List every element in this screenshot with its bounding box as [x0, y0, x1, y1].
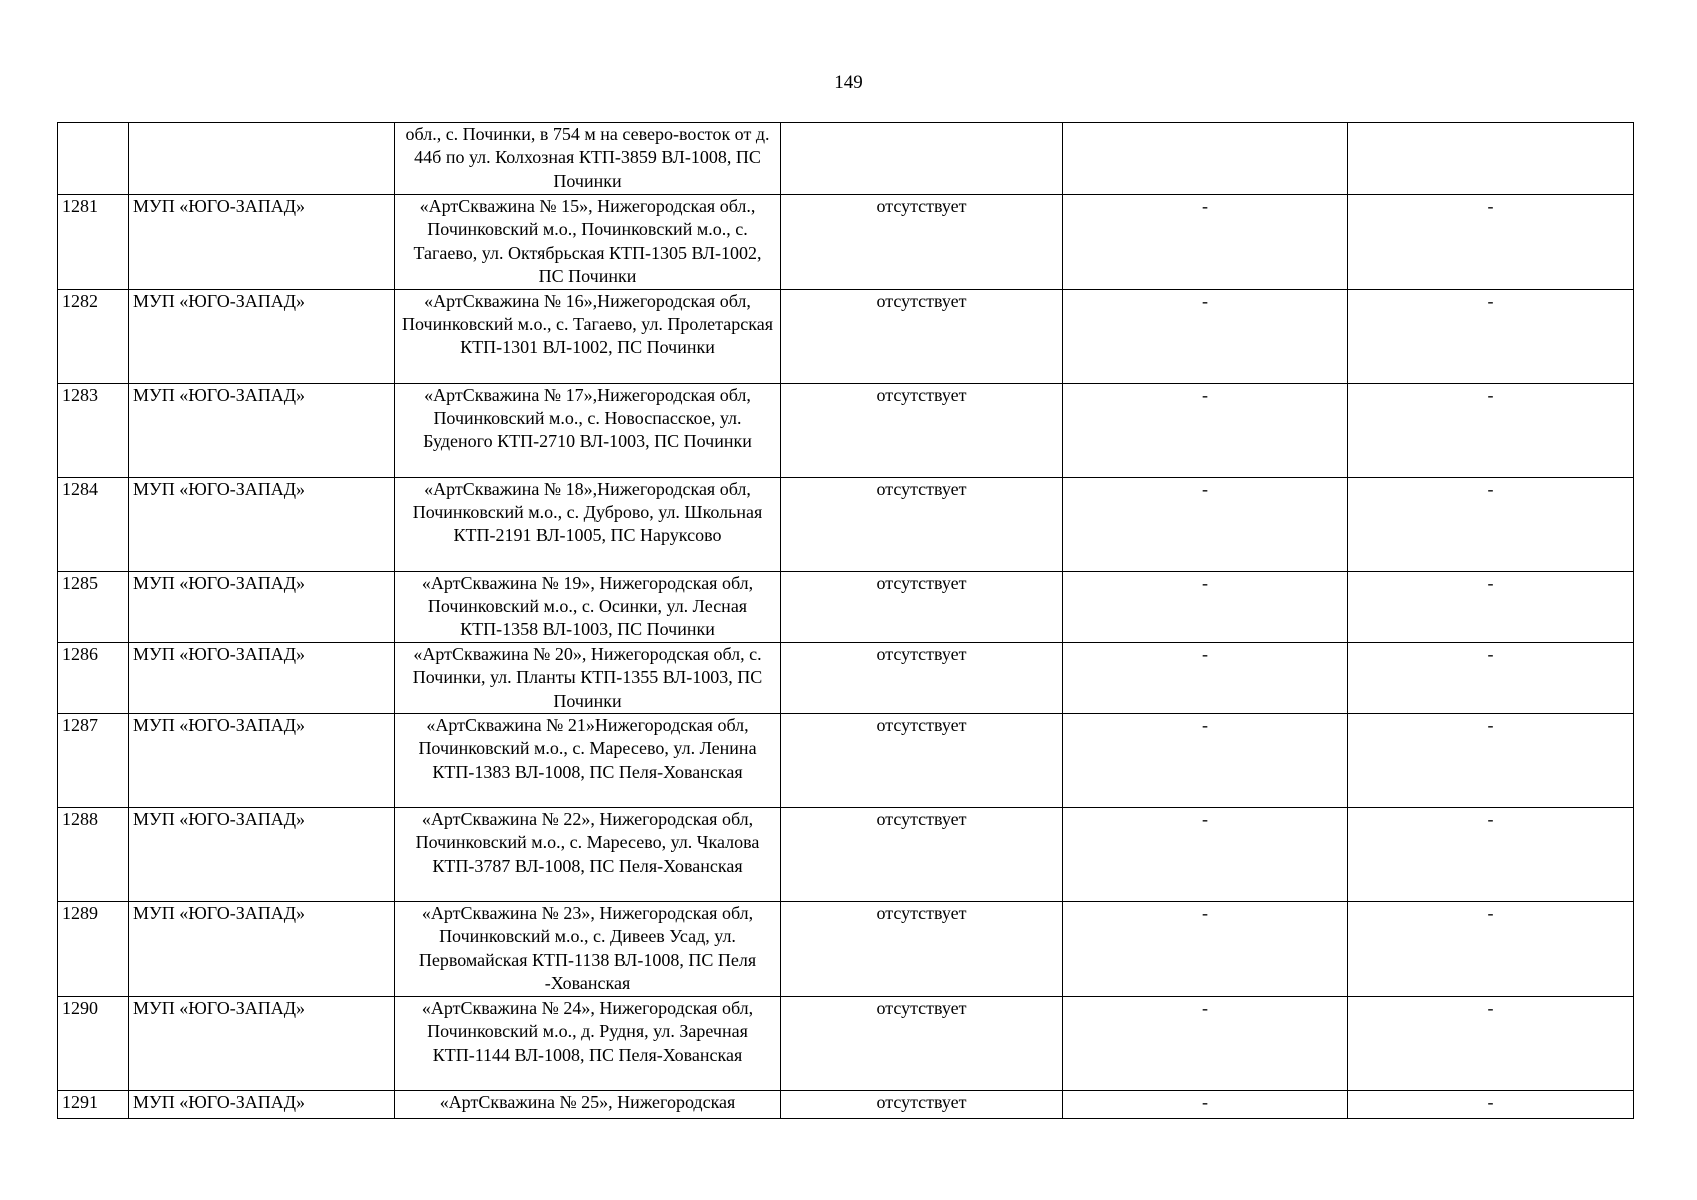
column-6-cell: -	[1348, 195, 1634, 290]
table-row	[58, 477, 1634, 571]
column-5-cell: -	[1063, 477, 1348, 571]
column-6-cell: -	[1348, 477, 1634, 571]
row-number-cell: 1285	[58, 571, 129, 642]
table-row	[58, 1090, 1634, 1118]
organization-cell: МУП «ЮГО-ЗАПАД»	[129, 477, 395, 571]
column-5-cell: -	[1063, 1090, 1348, 1118]
page-number: 149	[834, 72, 863, 93]
address-cell: «АртСкважина № 23», Нижегородская обл, Починковский м.о., с. Дивеев Усад, ул. Первомайская КТП-1138 ВЛ-1008, ПС Пеля -Хованская	[395, 902, 781, 997]
address-cell: «АртСкважина № 17»,Нижегородская обл, Починковский м.о., с. Новоспасское, ул. Буденого КТП-2710 ВЛ-1003, ПС Починки	[395, 383, 781, 477]
column-5-cell: -	[1063, 289, 1348, 383]
address-cell: «АртСкважина № 24», Нижегородская обл, Починковский м.о., д. Рудня, ул. Заречная КТП-1144 ВЛ-1008, ПС Пеля-Хованская	[395, 996, 781, 1090]
table-row	[58, 642, 1634, 713]
status-cell: отсутствует	[781, 714, 1063, 808]
column-6-cell: -	[1348, 714, 1634, 808]
status-cell: отсутствует	[781, 289, 1063, 383]
column-5-cell: -	[1063, 195, 1348, 290]
row-number-cell: 1286	[58, 642, 129, 713]
address-cell: «АртСкважина № 21»Нижегородская обл, Починковский м.о., с. Маресево, ул. Ленина КТП-1383 ВЛ-1008, ПС Пеля-Хованская	[395, 714, 781, 808]
row-number-cell: 1290	[58, 996, 129, 1090]
organization-cell: МУП «ЮГО-ЗАПАД»	[129, 289, 395, 383]
row-number-cell	[58, 123, 129, 195]
table-row	[58, 714, 1634, 808]
table-row-continuation	[58, 123, 1634, 195]
organization-cell: МУП «ЮГО-ЗАПАД»	[129, 383, 395, 477]
address-cell: «АртСкважина № 18»,Нижегородская обл, Починковский м.о., с. Дуброво, ул. Школьная КТП-2191 ВЛ-1005, ПС Наруксово	[395, 477, 781, 571]
row-number-cell: 1283	[58, 383, 129, 477]
status-cell: отсутствует	[781, 383, 1063, 477]
row-number-cell: 1287	[58, 714, 129, 808]
organization-cell: МУП «ЮГО-ЗАПАД»	[129, 714, 395, 808]
table-row	[58, 195, 1634, 290]
column-5-cell: -	[1063, 383, 1348, 477]
column-6-cell: -	[1348, 289, 1634, 383]
organization-cell: МУП «ЮГО-ЗАПАД»	[129, 996, 395, 1090]
column-6-cell: -	[1348, 902, 1634, 997]
table-row	[58, 808, 1634, 902]
address-cell: «АртСкважина № 20», Нижегородская обл, с. Починки, ул. Планты КТП-1355 ВЛ-1003, ПС Починки	[395, 642, 781, 713]
address-cell: «АртСкважина № 15», Нижегородская обл., Починковский м.о., Починковский м.о., с. Тагаево, ул. Октябрьская КТП-1305 ВЛ-1002, ПС Починки	[395, 195, 781, 290]
table-row	[58, 996, 1634, 1090]
status-cell: отсутствует	[781, 1090, 1063, 1118]
table-row	[58, 571, 1634, 642]
column-6-cell: -	[1348, 1090, 1634, 1118]
address-cell: «АртСкважина № 19», Нижегородская обл, Починковский м.о., с. Осинки, ул. Лесная КТП-1358 ВЛ-1003, ПС Починки	[395, 571, 781, 642]
registry-table	[57, 122, 1634, 1119]
organization-cell: МУП «ЮГО-ЗАПАД»	[129, 195, 395, 290]
row-number-cell: 1288	[58, 808, 129, 902]
status-cell: отсутствует	[781, 642, 1063, 713]
column-5-cell: -	[1063, 996, 1348, 1090]
column-6-cell	[1348, 123, 1634, 195]
address-cell: «АртСкважина № 22», Нижегородская обл, Починковский м.о., с. Маресево, ул. Чкалова КТП-3787 ВЛ-1008, ПС Пеля-Хованская	[395, 808, 781, 902]
row-number-cell: 1281	[58, 195, 129, 290]
status-cell: отсутствует	[781, 477, 1063, 571]
column-6-cell: -	[1348, 383, 1634, 477]
column-6-cell: -	[1348, 808, 1634, 902]
status-cell	[781, 123, 1063, 195]
column-5-cell: -	[1063, 642, 1348, 713]
column-5-cell: -	[1063, 571, 1348, 642]
status-cell: отсутствует	[781, 902, 1063, 997]
organization-cell	[129, 123, 395, 195]
status-cell: отсутствует	[781, 996, 1063, 1090]
column-6-cell: -	[1348, 996, 1634, 1090]
column-6-cell: -	[1348, 571, 1634, 642]
address-cell: «АртСкважина № 25», Нижегородская	[395, 1090, 781, 1118]
column-5-cell: -	[1063, 714, 1348, 808]
table-row	[58, 902, 1634, 997]
organization-cell: МУП «ЮГО-ЗАПАД»	[129, 642, 395, 713]
address-cell: обл., с. Починки, в 754 м на северо-восток от д. 44б по ул. Колхозная КТП-3859 ВЛ-1008, ПС Починки	[395, 123, 781, 195]
column-6-cell: -	[1348, 642, 1634, 713]
column-5-cell: -	[1063, 808, 1348, 902]
organization-cell: МУП «ЮГО-ЗАПАД»	[129, 808, 395, 902]
table-row	[58, 383, 1634, 477]
table-row	[58, 289, 1634, 383]
row-number-cell: 1291	[58, 1090, 129, 1118]
address-cell: «АртСкважина № 16»,Нижегородская обл, Починковский м.о., с. Тагаево, ул. Пролетарская КТП-1301 ВЛ-1002, ПС Починки	[395, 289, 781, 383]
column-5-cell	[1063, 123, 1348, 195]
organization-cell: МУП «ЮГО-ЗАПАД»	[129, 571, 395, 642]
status-cell: отсутствует	[781, 571, 1063, 642]
row-number-cell: 1289	[58, 902, 129, 997]
organization-cell: МУП «ЮГО-ЗАПАД»	[129, 1090, 395, 1118]
row-number-cell: 1282	[58, 289, 129, 383]
status-cell: отсутствует	[781, 808, 1063, 902]
status-cell: отсутствует	[781, 195, 1063, 290]
row-number-cell: 1284	[58, 477, 129, 571]
organization-cell: МУП «ЮГО-ЗАПАД»	[129, 902, 395, 997]
column-5-cell: -	[1063, 902, 1348, 997]
